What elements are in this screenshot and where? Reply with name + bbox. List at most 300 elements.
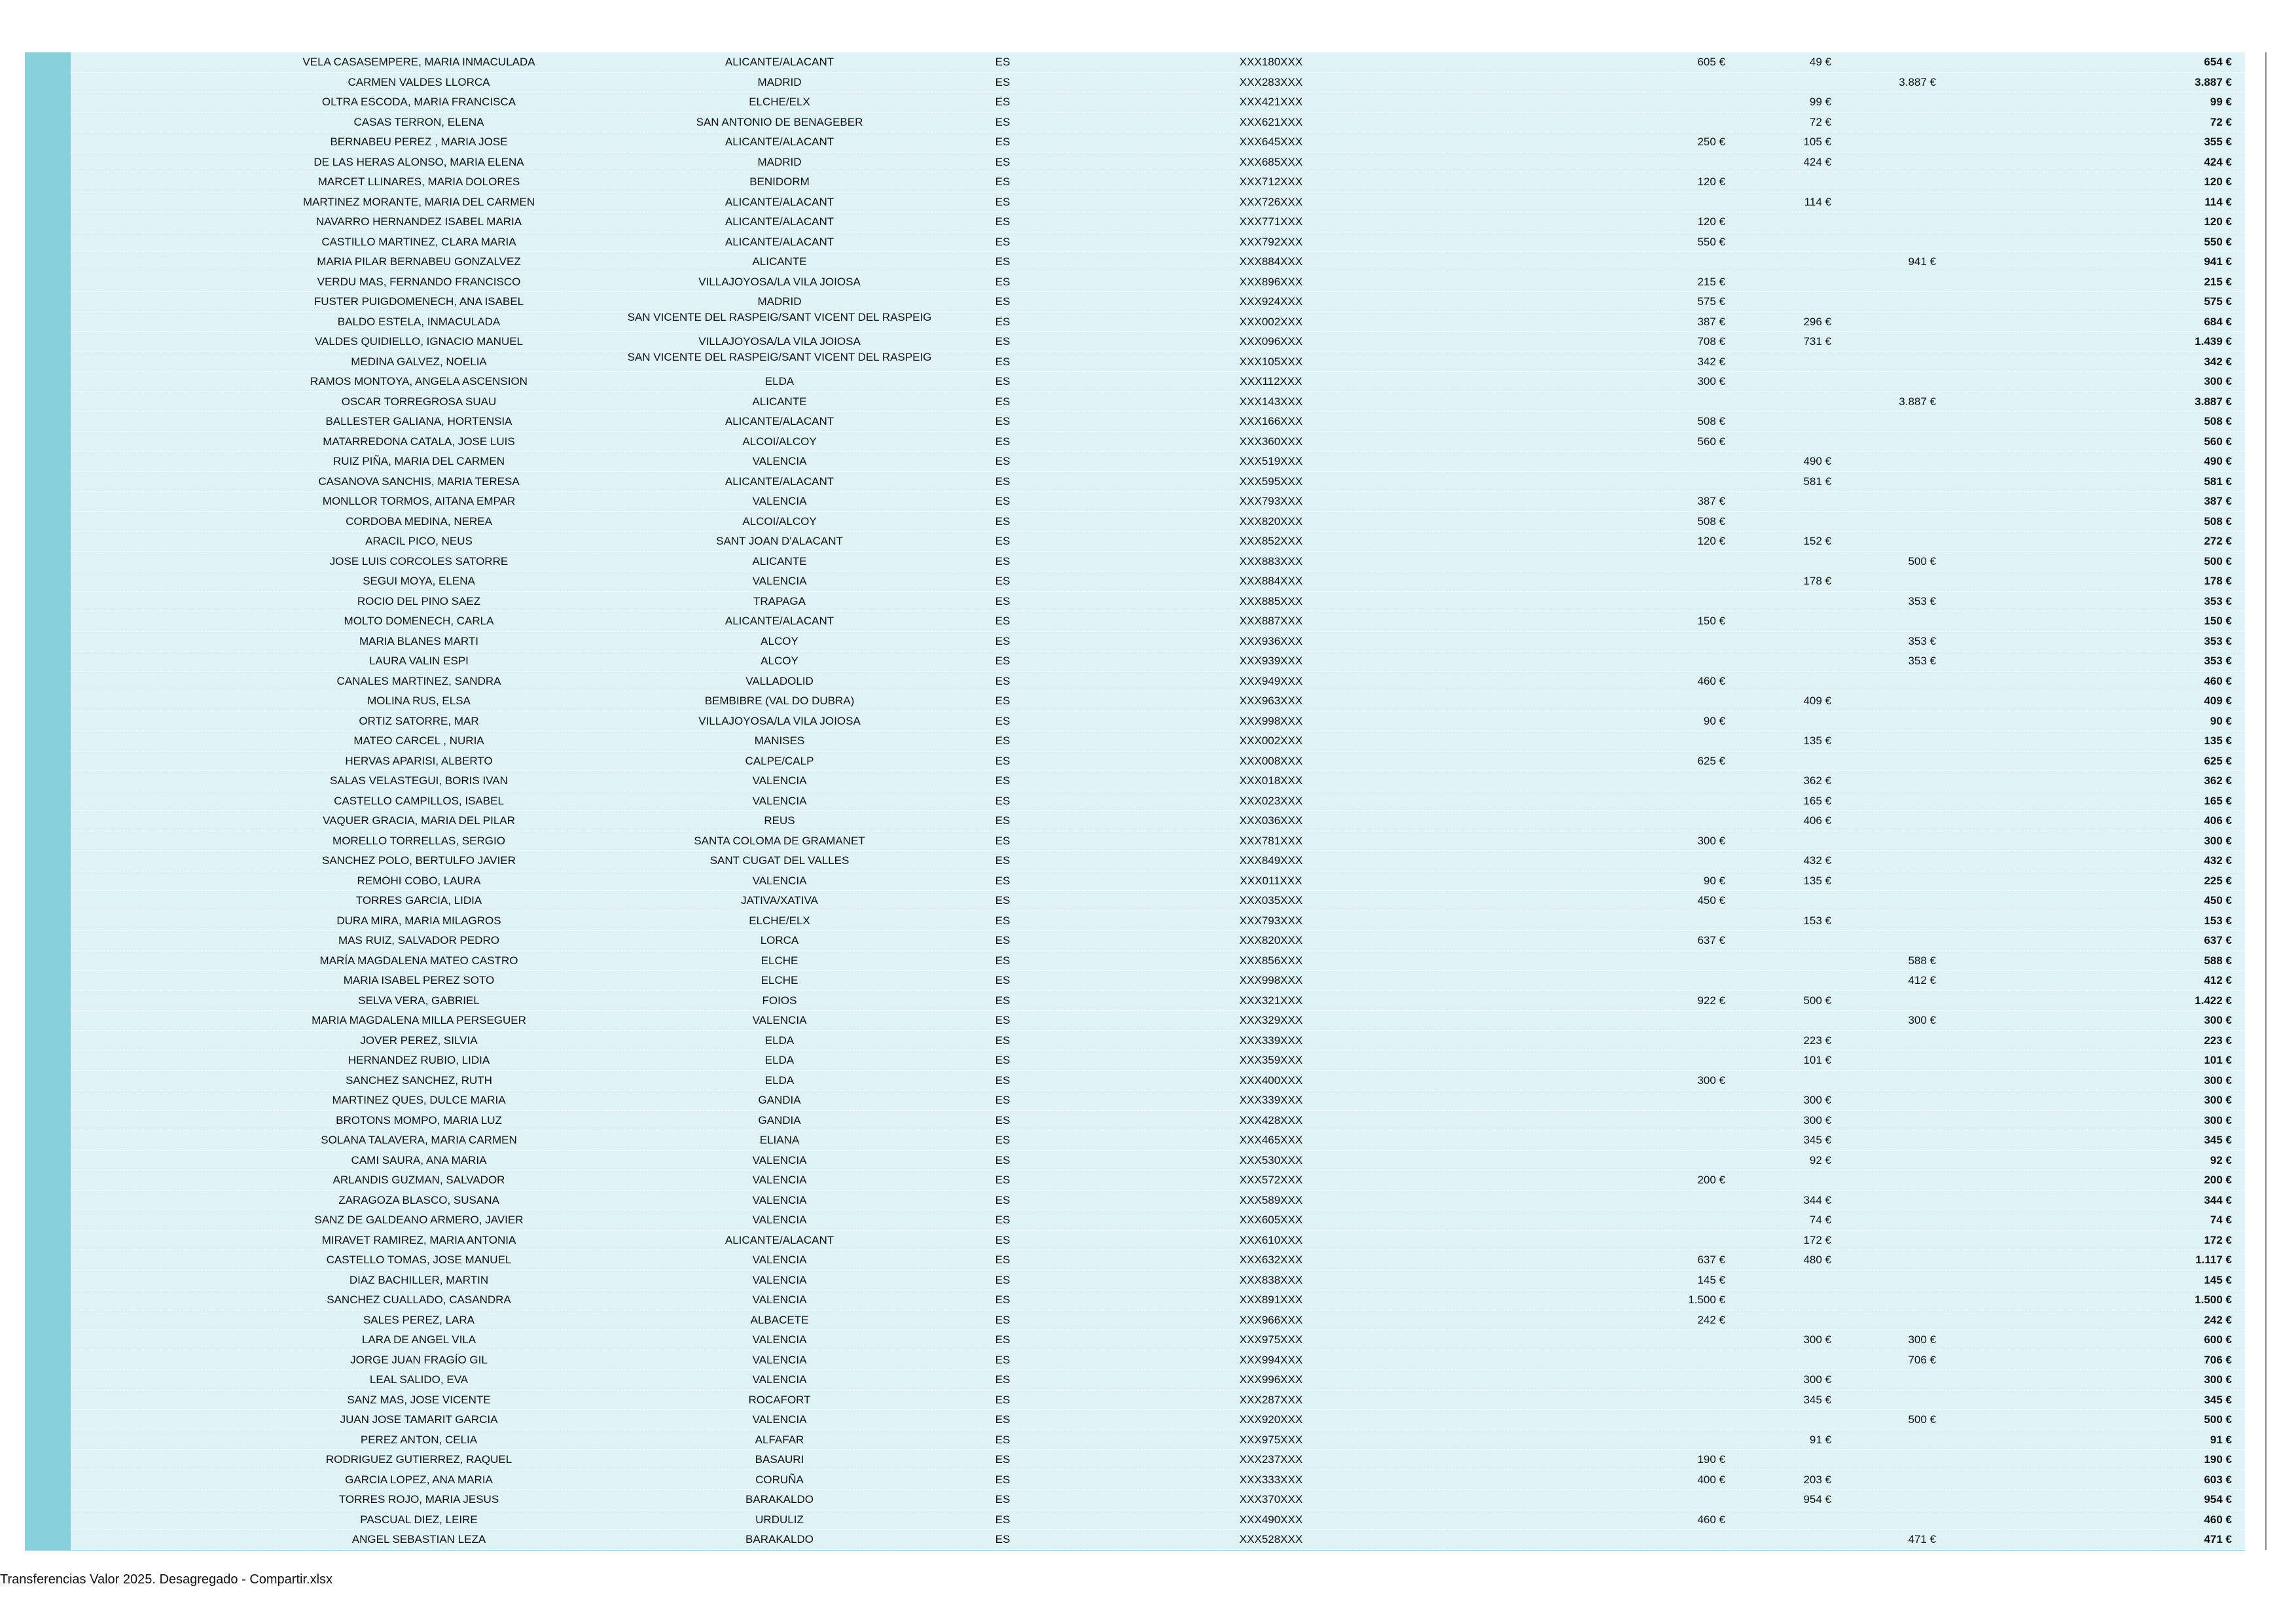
cell-city: VILLAJOYOSA/LA VILA JOIOSA — [698, 275, 861, 288]
cell-amount-1 — [1621, 1151, 1725, 1170]
cell-amount-1: 120 € — [1697, 535, 1725, 547]
cell-total: 300 € — [2204, 1074, 2232, 1087]
cell-amount-2: 135 € — [1803, 874, 1831, 887]
cell-total: 200 € — [2204, 1174, 2232, 1186]
table-row — [71, 651, 2245, 672]
cell-country: ES — [995, 155, 1011, 168]
cell-amount-1 — [1621, 552, 1725, 571]
table-row — [71, 911, 2245, 931]
cell-id: XXX011XXX — [1240, 874, 1302, 887]
table-row — [71, 831, 2245, 852]
cell-amount-1: 300 € — [1697, 834, 1725, 847]
cell-name: MATEO CARCEL , NURIA — [353, 734, 484, 747]
cell-amount-1 — [1621, 951, 1725, 971]
cell-city: VALENCIA — [752, 874, 807, 887]
table-row — [71, 1470, 2245, 1490]
cell-id: XXX400XXX — [1239, 1074, 1303, 1087]
cell-amount-2: 344 € — [1803, 1193, 1831, 1206]
cell-name: CASTILLO MARTINEZ, CLARA MARIA — [321, 235, 516, 248]
cell-amount-1: 215 € — [1697, 275, 1725, 288]
table-row — [71, 592, 2245, 612]
cell-amount-1: 242 € — [1697, 1313, 1725, 1326]
cell-country: ES — [995, 734, 1011, 747]
cell-city: ELCHE/ELX — [749, 914, 810, 927]
cell-total: 300 € — [2204, 375, 2232, 388]
cell-total: 412 € — [2204, 974, 2232, 986]
cell-amount-3 — [1831, 1390, 1936, 1410]
cell-country: ES — [995, 1254, 1011, 1266]
cell-country: ES — [995, 535, 1011, 547]
cell-amount-2: 300 € — [1803, 1333, 1831, 1346]
table-row — [71, 412, 2245, 432]
table-row — [71, 1370, 2245, 1390]
table-row — [71, 292, 2245, 312]
cell-country: ES — [995, 634, 1011, 647]
cell-amount-3: 353 € — [1908, 655, 1936, 667]
cell-country: ES — [995, 56, 1011, 68]
cell-amount-1 — [1621, 571, 1725, 591]
cell-id: XXX572XXX — [1239, 1174, 1303, 1186]
cell-amount-3: 471 € — [1908, 1533, 1936, 1545]
cell-amount-1: 508 € — [1697, 415, 1725, 427]
cell-country: ES — [995, 1153, 1011, 1166]
cell-amount-2: 406 € — [1803, 814, 1831, 827]
cell-name: MOLTO DOMENECH, CARLA — [344, 615, 494, 627]
cell-city: SAN VICENTE DEL RASPEIG/SANT VICENT DEL RASPEIG — [627, 312, 932, 323]
cell-total: 300 € — [2204, 1014, 2232, 1026]
cell-id: XXX884XXX — [1239, 255, 1303, 268]
cell-id: XXX605XXX — [1239, 1214, 1303, 1226]
cell-id: XXX143XXX — [1239, 395, 1303, 408]
cell-amount-1: 1.500 € — [1688, 1293, 1725, 1306]
cell-city: BASAURI — [755, 1453, 804, 1466]
cell-country: ES — [995, 235, 1011, 248]
cell-city: ELDA — [764, 1074, 795, 1087]
cell-amount-1 — [1621, 1011, 1725, 1030]
cell-amount-3 — [1831, 272, 1936, 292]
cell-name: CASTELLO TOMAS, JOSE MANUEL — [326, 1254, 512, 1266]
cell-country: ES — [995, 1493, 1011, 1506]
cell-amount-1 — [1621, 1051, 1725, 1070]
cell-total: 74 € — [2210, 1214, 2232, 1226]
table-row — [71, 1051, 2245, 1071]
cell-total: 300 € — [2204, 1373, 2232, 1386]
table-row — [71, 192, 2245, 213]
cell-id: XXX180XXX — [1239, 56, 1303, 68]
cell-amount-3 — [1831, 1310, 1936, 1330]
cell-amount-3 — [1831, 1510, 1936, 1530]
table-row — [71, 1410, 2245, 1430]
table-row — [71, 1191, 2245, 1211]
cell-city: ALICANTE — [752, 554, 807, 568]
cell-name: TORRES GARCIA, LIDIA — [355, 894, 482, 907]
cell-country: ES — [995, 1513, 1011, 1526]
cell-city: ALCOI/ALCOY — [742, 435, 817, 448]
cell-amount-3 — [1831, 771, 1936, 791]
cell-name: PEREZ ANTON, CELIA — [360, 1433, 478, 1446]
table-row — [71, 532, 2245, 552]
cell-id: XXX939XXX — [1239, 655, 1303, 667]
cell-amount-2 — [1727, 712, 1831, 731]
cell-name: RUIZ PIÑA, MARIA DEL CARMEN — [333, 455, 505, 467]
cell-id: XXX726XXX — [1239, 195, 1303, 208]
table-row — [71, 672, 2245, 692]
cell-amount-2: 300 € — [1803, 1094, 1831, 1106]
cell-name: MARIA ISABEL PEREZ SOTO — [343, 974, 495, 986]
cell-total: 190 € — [2204, 1453, 2232, 1466]
table-row — [71, 73, 2245, 93]
cell-city: VALENCIA — [752, 1413, 807, 1426]
table-row — [71, 1390, 2245, 1411]
cell-id: XXX949XXX — [1239, 674, 1303, 687]
cell-amount-2: 101 € — [1803, 1054, 1831, 1066]
cell-country: ES — [995, 834, 1011, 847]
cell-amount-2: 178 € — [1803, 575, 1831, 587]
cell-total: 3.887 € — [2195, 395, 2232, 408]
cell-country: ES — [995, 96, 1011, 108]
table-row — [71, 352, 2245, 372]
cell-total: 460 € — [2204, 1513, 2232, 1526]
cell-amount-1 — [1621, 192, 1725, 212]
cell-id: XXX360XXX — [1239, 435, 1303, 448]
cell-city: BARAKALDO — [745, 1493, 814, 1506]
cell-city: ALICANTE/ALACANT — [725, 1233, 834, 1246]
cell-id: XXX333XXX — [1239, 1473, 1303, 1486]
cell-amount-1: 200 € — [1697, 1174, 1725, 1186]
cell-city: ALICANTE — [752, 395, 807, 408]
table-row — [71, 1091, 2245, 1111]
cell-amount-3 — [1831, 1490, 1936, 1509]
cell-amount-2: 153 € — [1803, 914, 1831, 927]
cell-amount-1 — [1621, 153, 1725, 172]
cell-id: XXX359XXX — [1239, 1054, 1303, 1066]
cell-total: 588 € — [2204, 954, 2232, 967]
cell-amount-2 — [1727, 931, 1831, 950]
cell-total: 409 € — [2204, 695, 2232, 707]
cell-id: XXX018XXX — [1239, 774, 1303, 787]
cell-amount-2: 300 € — [1803, 1373, 1831, 1386]
cell-country: ES — [995, 255, 1011, 268]
cell-city: VALENCIA — [752, 1293, 807, 1306]
page-border-line — [2265, 52, 2267, 1550]
cell-amount-2: 223 € — [1803, 1034, 1831, 1047]
cell-amount-2 — [1727, 951, 1831, 971]
cell-city: ROCAFORT — [748, 1393, 811, 1406]
cell-amount-1 — [1621, 1530, 1725, 1549]
cell-total: 300 € — [2204, 1094, 2232, 1106]
cell-name: BERNABEU PEREZ , MARIA JOSE — [330, 135, 508, 148]
cell-total: 101 € — [2204, 1054, 2232, 1066]
cell-name: MATARREDONA CATALA, JOSE LUIS — [323, 435, 515, 448]
cell-city: BARAKALDO — [745, 1533, 814, 1545]
cell-amount-1: 250 € — [1697, 135, 1725, 148]
cell-amount-2: 91 € — [1809, 1433, 1831, 1446]
cell-amount-2 — [1727, 751, 1831, 771]
cell-amount-2: 105 € — [1803, 135, 1831, 148]
cell-amount-1: 90 € — [1703, 714, 1725, 727]
cell-amount-1: 190 € — [1697, 1453, 1725, 1466]
cell-country: ES — [995, 854, 1011, 867]
cell-total: 500 € — [2204, 1413, 2232, 1426]
cell-amount-1 — [1621, 73, 1725, 92]
cell-city: ALICANTE/ALACANT — [725, 195, 834, 208]
table-row — [71, 971, 2245, 991]
cell-amount-2 — [1727, 492, 1831, 511]
cell-city: TRAPAGA — [753, 594, 806, 607]
cell-amount-2 — [1727, 412, 1831, 431]
cell-city: SANT JOAN D'ALACANT — [716, 535, 843, 547]
cell-amount-2 — [1727, 971, 1831, 990]
cell-amount-3 — [1831, 1170, 1936, 1190]
cell-total: 145 € — [2204, 1273, 2232, 1286]
row-header-band — [25, 52, 71, 1550]
cell-city: ALCOY — [761, 655, 798, 667]
cell-city: ELIANA — [759, 1134, 800, 1146]
cell-country: ES — [995, 655, 1011, 667]
cell-total: 120 € — [2204, 175, 2232, 188]
cell-amount-3 — [1831, 691, 1936, 711]
cell-country: ES — [995, 1533, 1011, 1545]
table-row — [71, 132, 2245, 153]
cell-amount-1 — [1621, 113, 1725, 132]
cell-amount-3 — [1831, 811, 1936, 831]
cell-amount-2: 99 € — [1809, 96, 1831, 108]
cell-country: ES — [995, 714, 1011, 727]
cell-amount-2 — [1727, 212, 1831, 232]
cell-amount-3 — [1831, 492, 1936, 511]
cell-amount-3 — [1831, 153, 1936, 172]
cell-amount-2: 74 € — [1809, 1214, 1831, 1226]
cell-id: XXX781XXX — [1239, 834, 1303, 847]
cell-id: XXX963XXX — [1239, 695, 1303, 707]
cell-total: 92 € — [2210, 1153, 2232, 1166]
cell-amount-1: 450 € — [1697, 894, 1725, 907]
cell-city: FOIOS — [762, 994, 797, 1007]
cell-amount-1: 637 € — [1697, 934, 1725, 947]
table-row — [71, 332, 2245, 352]
cell-country: ES — [995, 1174, 1011, 1186]
cell-country: ES — [995, 1393, 1011, 1406]
cell-amount-1 — [1621, 1410, 1725, 1430]
cell-amount-1 — [1621, 791, 1725, 811]
cell-amount-1: 605 € — [1697, 56, 1725, 68]
cell-id: XXX924XXX — [1239, 295, 1303, 308]
cell-country: ES — [995, 1113, 1011, 1127]
cell-city: ALCOI/ALCOY — [742, 514, 817, 528]
cell-amount-1 — [1621, 1191, 1725, 1210]
cell-name: CANALES MARTINEZ, SANDRA — [336, 674, 501, 687]
cell-city: VILLAJOYOSA/LA VILA JOIOSA — [698, 335, 861, 348]
cell-city: ELCHE — [761, 954, 798, 967]
cell-city: BENIDORM — [749, 175, 810, 188]
cell-name: VALDES QUIDIELLO, IGNACIO MANUEL — [314, 335, 524, 348]
cell-total: 424 € — [2204, 155, 2232, 168]
cell-amount-3 — [1831, 831, 1936, 851]
cell-amount-3: 588 € — [1908, 954, 1936, 967]
cell-amount-1: 508 € — [1697, 514, 1725, 528]
cell-amount-2 — [1727, 1071, 1831, 1091]
cell-total: 684 € — [2204, 315, 2232, 328]
cell-amount-1 — [1621, 771, 1725, 791]
table-row — [71, 1170, 2245, 1191]
cell-amount-1: 342 € — [1697, 355, 1725, 368]
cell-country: ES — [995, 1293, 1011, 1306]
cell-id: XXX002XXX — [1239, 734, 1303, 747]
table-row — [71, 991, 2245, 1011]
cell-id: XXX595XXX — [1239, 475, 1303, 488]
cell-id: XXX287XXX — [1239, 1393, 1303, 1406]
cell-id: XXX166XXX — [1239, 415, 1303, 427]
cell-amount-1 — [1621, 1091, 1725, 1110]
cell-id: XXX896XXX — [1239, 275, 1303, 288]
cell-amount-3 — [1831, 192, 1936, 212]
cell-amount-3: 3.887 € — [1899, 75, 1936, 88]
table-row — [71, 1530, 2245, 1550]
cell-id: XXX023XXX — [1239, 794, 1303, 807]
cell-name: MARÍA MAGDALENA MATEO CASTRO — [319, 954, 518, 967]
cell-country: ES — [995, 974, 1011, 986]
cell-country: ES — [995, 475, 1011, 488]
table-row — [71, 492, 2245, 512]
cell-amount-2 — [1727, 512, 1831, 532]
cell-city: ALICANTE/ALACANT — [725, 215, 834, 228]
table-row — [71, 172, 2245, 192]
cell-name: VELA CASASEMPERE, MARIA INMACULADA — [302, 56, 535, 68]
cell-name: REMOHI COBO, LAURA — [357, 874, 481, 887]
cell-id: XXX528XXX — [1239, 1533, 1303, 1545]
table-row — [71, 1350, 2245, 1371]
cell-total: 153 € — [2204, 914, 2232, 927]
cell-amount-2 — [1727, 592, 1831, 611]
cell-name: RODRIGUEZ GUTIERREZ, RAQUEL — [325, 1453, 512, 1466]
cell-name: SEGUI MOYA, ELENA — [363, 575, 475, 587]
cell-city: ALICANTE/ALACANT — [725, 135, 834, 148]
cell-amount-3: 353 € — [1908, 634, 1936, 647]
cell-amount-2 — [1727, 272, 1831, 292]
cell-id: XXX838XXX — [1239, 1273, 1303, 1286]
table-row — [71, 113, 2245, 133]
cell-id: XXX820XXX — [1239, 934, 1303, 947]
cell-amount-3 — [1831, 212, 1936, 232]
table-row — [71, 1450, 2245, 1470]
cell-amount-3 — [1831, 1250, 1936, 1270]
cell-name: BALDO ESTELA, INMACULADA — [337, 315, 501, 328]
cell-amount-1: 625 € — [1697, 754, 1725, 767]
cell-country: ES — [995, 894, 1011, 907]
cell-name: MARIA MAGDALENA MILLA PERSEGUER — [312, 1014, 526, 1026]
cell-amount-3 — [1831, 712, 1936, 731]
cell-total: 600 € — [2204, 1333, 2232, 1346]
cell-name: ZARAGOZA BLASCO, SUSANA — [338, 1193, 499, 1206]
cell-amount-1 — [1621, 1031, 1725, 1051]
cell-amount-3 — [1831, 1051, 1936, 1070]
cell-total: 1.439 € — [2195, 335, 2232, 348]
cell-amount-3 — [1831, 312, 1936, 332]
cell-id: XXX685XXX — [1239, 155, 1303, 168]
cell-amount-1 — [1621, 592, 1725, 611]
cell-name: SALES PEREZ, LARA — [363, 1313, 475, 1326]
cell-city: ELCHE/ELX — [749, 96, 810, 108]
cell-id: XXX920XXX — [1239, 1413, 1303, 1426]
cell-name: CAMI SAURA, ANA MARIA — [351, 1153, 487, 1166]
cell-country: ES — [995, 874, 1011, 887]
cell-city: ELDA — [764, 1034, 795, 1047]
cell-id: XXX849XXX — [1239, 854, 1303, 867]
cell-id: XXX321XXX — [1239, 994, 1303, 1007]
cell-name: TORRES ROJO, MARIA JESUS — [338, 1493, 499, 1506]
cell-amount-1 — [1621, 1370, 1725, 1390]
table-row — [71, 611, 2245, 632]
cell-city: ALICANTE/ALACANT — [725, 235, 834, 248]
cell-city: ALICANTE/ALACANT — [725, 475, 834, 488]
cell-amount-3: 941 € — [1908, 255, 1936, 268]
cell-total: 625 € — [2204, 754, 2232, 767]
cell-total: 99 € — [2210, 96, 2232, 108]
cell-total: 300 € — [2204, 1113, 2232, 1127]
table-row — [71, 811, 2245, 831]
cell-name: ARLANDIS GUZMAN, SALVADOR — [332, 1174, 505, 1186]
cell-city: ELCHE — [761, 974, 798, 986]
cell-country: ES — [995, 1214, 1011, 1226]
cell-amount-1 — [1621, 1330, 1725, 1350]
table-row — [71, 571, 2245, 592]
cell-amount-1 — [1621, 1430, 1725, 1450]
cell-amount-2 — [1727, 1530, 1831, 1549]
table-row — [71, 1111, 2245, 1131]
cell-id: XXX852XXX — [1239, 535, 1303, 547]
cell-total: 172 € — [2204, 1233, 2232, 1246]
cell-country: ES — [995, 1094, 1011, 1106]
cell-total: 406 € — [2204, 814, 2232, 827]
table-row — [71, 1250, 2245, 1271]
table-row — [71, 1231, 2245, 1251]
cell-city: ALFAFAR — [755, 1433, 804, 1446]
cell-amount-1: 90 € — [1703, 874, 1725, 887]
cell-amount-1 — [1621, 472, 1725, 492]
cell-total: 225 € — [2204, 874, 2232, 887]
cell-amount-2 — [1727, 1450, 1831, 1470]
cell-total: 603 € — [2204, 1473, 2232, 1486]
cell-city: VALENCIA — [752, 1174, 807, 1186]
cell-amount-3 — [1831, 92, 1936, 112]
cell-amount-3 — [1831, 412, 1936, 431]
cell-country: ES — [995, 1134, 1011, 1146]
cell-amount-2: 165 € — [1803, 794, 1831, 807]
cell-amount-2 — [1727, 432, 1831, 452]
cell-name: SALAS VELASTEGUI, BORIS IVAN — [330, 774, 508, 787]
cell-country: ES — [995, 1373, 1011, 1386]
cell-id: XXX771XXX — [1239, 215, 1303, 228]
cell-id: XXX519XXX — [1239, 455, 1303, 467]
cell-amount-2: 954 € — [1803, 1493, 1831, 1506]
cell-amount-2: 114 € — [1804, 195, 1831, 208]
cell-country: ES — [995, 135, 1011, 148]
cell-id: XXX105XXX — [1239, 355, 1303, 368]
cell-id: XXX793XXX — [1239, 495, 1303, 507]
cell-amount-3: 706 € — [1908, 1353, 1936, 1366]
cell-total: 941 € — [2204, 255, 2232, 268]
table-row — [71, 1130, 2245, 1151]
cell-amount-2 — [1727, 1410, 1831, 1430]
cell-name: JUAN JOSE TAMARIT GARCIA — [340, 1413, 498, 1426]
cell-country: ES — [995, 455, 1011, 467]
cell-amount-2 — [1727, 252, 1831, 272]
cell-amount-2 — [1727, 73, 1831, 92]
cell-total: 345 € — [2204, 1393, 2232, 1406]
cell-amount-2: 409 € — [1803, 695, 1831, 707]
cell-name: NAVARRO HERNANDEZ ISABEL MARIA — [315, 215, 522, 228]
cell-amount-2 — [1727, 632, 1831, 651]
